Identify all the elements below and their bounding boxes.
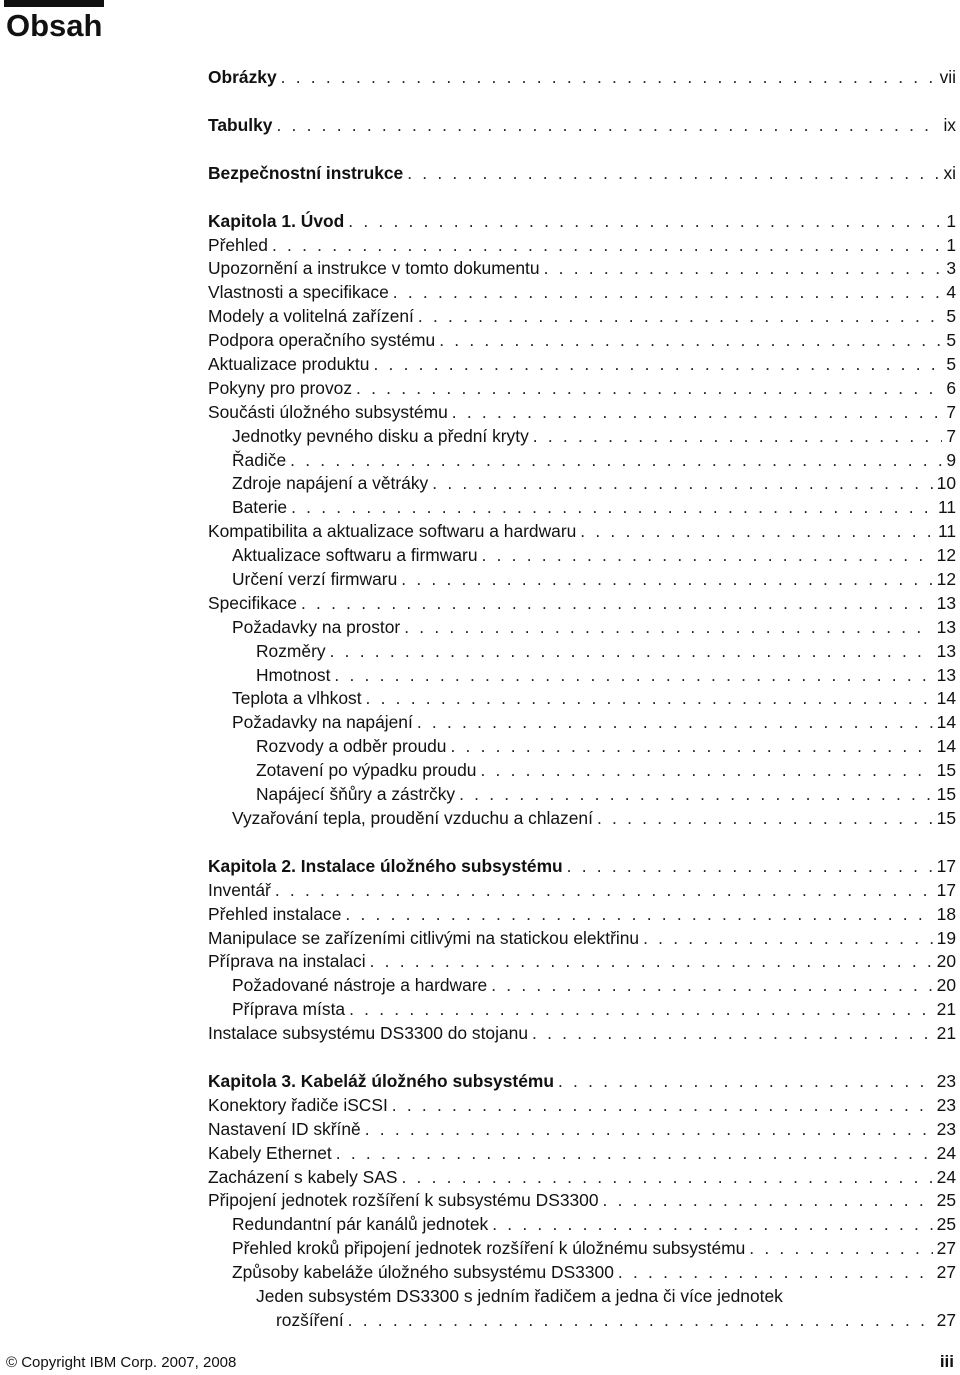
toc-leader-dots [643, 927, 933, 951]
toc-entry-label: Vlastnosti a specifikace [208, 282, 389, 303]
toc-entry[interactable] [208, 927, 956, 951]
toc-entry-page: 15 [936, 784, 956, 805]
toc-leader-dots [392, 1094, 933, 1118]
toc-entry[interactable] [208, 449, 956, 473]
toc-leader-dots [345, 903, 932, 927]
toc-leader-dots [301, 592, 933, 616]
toc-entry-label: Určení verzí firmwaru [232, 569, 398, 590]
toc-leader-dots [597, 807, 933, 831]
toc-entry-page: 20 [936, 951, 956, 972]
toc-entry[interactable] [208, 664, 956, 688]
toc-entry-label: Přehled kroků připojení jednotek rozšíření k úložnému subsystému [232, 1238, 746, 1259]
toc-leader-dots [482, 544, 933, 568]
toc-entry-label: Inventář [208, 879, 271, 900]
toc-entry-label: Požadavky na napájení [232, 712, 413, 733]
toc-entry[interactable] [208, 1094, 956, 1118]
toc-leader-dots [330, 640, 933, 664]
toc-leader-dots [580, 520, 934, 544]
toc-entry[interactable] [208, 281, 956, 305]
toc-entry-page: 23 [936, 1070, 956, 1091]
toc-entry[interactable] [208, 257, 956, 281]
toc-leader-dots [439, 329, 942, 353]
toc-entry[interactable] [208, 640, 956, 664]
toc-entry[interactable] [208, 1189, 956, 1213]
toc-entry-page: 5 [946, 330, 956, 351]
toc-entry-page: 11 [937, 521, 956, 542]
toc-entry[interactable] [208, 1142, 956, 1166]
toc-entry[interactable] [208, 520, 956, 544]
toc-leader-dots [336, 1142, 933, 1166]
toc-entry-label: Připojení jednotek rozšíření k subsystému DS3300 [208, 1190, 599, 1211]
toc-entry-page: 10 [936, 473, 956, 494]
toc-entry[interactable] [208, 353, 956, 377]
toc-leader-dots [432, 472, 932, 496]
toc-leader-dots [533, 425, 943, 449]
table-of-contents [208, 66, 956, 1333]
toc-entry-label: Zdroje napájení a větráky [232, 473, 429, 494]
toc-leader-dots [366, 687, 933, 711]
toc-entry-page: 7 [946, 401, 956, 422]
toc-entry-label: Specifikace [208, 592, 297, 613]
toc-entry-page: 3 [946, 258, 956, 279]
toc-entry[interactable] [208, 329, 956, 353]
toc-leader-dots [450, 735, 932, 759]
toc-entry-page: 14 [936, 712, 956, 733]
toc-entry-page: 11 [937, 497, 956, 518]
toc-entry-label: Redundantní pár kanálů jednotek [232, 1214, 489, 1235]
toc-leader-dots [418, 305, 942, 329]
toc-entry-label: Teplota a vlhkost [232, 688, 362, 709]
toc-entry-page: 25 [936, 1214, 956, 1235]
toc-entry[interactable] [208, 496, 956, 520]
toc-entry[interactable] [208, 162, 956, 186]
toc-entry-page: vii [939, 67, 956, 87]
toc-entry-label: rozšíření [276, 1309, 344, 1330]
toc-entry[interactable] [208, 903, 956, 927]
toc-entry[interactable] [208, 855, 956, 879]
toc-entry[interactable] [208, 472, 956, 496]
page-footer [6, 1352, 954, 1372]
toc-entry-page: 9 [946, 449, 956, 470]
toc-entry-label: Kapitola 2. Instalace úložného subsystému [208, 855, 563, 876]
toc-entry-label: Kabely Ethernet [208, 1142, 332, 1163]
toc-leader-dots [281, 66, 936, 90]
toc-entry-label: Aktualizace produktu [208, 354, 370, 375]
toc-entry-label: Přehled instalace [208, 903, 342, 924]
toc-entry-label: Kompatibilita a aktualizace softwaru a hardwaru [208, 521, 577, 542]
toc-leader-dots [417, 711, 933, 735]
toc-entry[interactable] [208, 759, 956, 783]
toc-entry-page: 15 [936, 807, 956, 828]
toc-leader-dots [459, 783, 933, 807]
toc-entry[interactable] [208, 807, 956, 831]
toc-entry-page: 13 [936, 616, 956, 637]
toc-entry-page: 17 [936, 879, 956, 900]
toc-entry-label: Způsoby kabeláže úložného subsystému DS3300 [232, 1262, 614, 1283]
toc-entry[interactable] [208, 950, 956, 974]
toc-leader-dots [365, 1118, 933, 1142]
toc-entry[interactable] [208, 234, 956, 258]
toc-leader-dots [544, 257, 943, 281]
toc-entry[interactable] [208, 1309, 956, 1333]
toc-entry-label: Tabulky [208, 114, 273, 135]
toc-entry-page: 4 [946, 282, 956, 303]
toc-leader-dots [275, 879, 933, 903]
copyright-notice: © Copyright IBM Corp. 2007, 2008 [6, 1354, 237, 1371]
toc-entry-label: Vyzařování tepla, proudění vzduchu a chlazení [232, 807, 593, 828]
toc-entry-page: xi [943, 162, 956, 183]
toc-entry-page: 5 [946, 354, 956, 375]
toc-entry-page: 13 [936, 592, 956, 613]
toc-leader-dots [480, 759, 932, 783]
toc-entry-page: 23 [936, 1118, 956, 1139]
toc-entry-page: 14 [936, 736, 956, 757]
toc-entry[interactable] [208, 1022, 956, 1046]
toc-entry[interactable] [208, 401, 956, 425]
toc-entry-label: Modely a volitelná zařízení [208, 306, 414, 327]
toc-entry-label: Jeden subsystém DS3300 s jedním řadičem a jedna či více jednotek [256, 1285, 783, 1306]
toc-leader-dots [334, 664, 932, 688]
toc-entry[interactable] [208, 1237, 956, 1261]
toc-leader-dots [291, 496, 934, 520]
toc-entry-label: Zacházení s kabely SAS [208, 1166, 398, 1187]
toc-entry[interactable] [208, 305, 956, 329]
toc-entry-label: Pokyny pro provoz [208, 377, 353, 398]
toc-entry-label: Aktualizace softwaru a firmwaru [232, 545, 478, 566]
toc-entry-page: 27 [936, 1238, 956, 1259]
toc-leader-dots [356, 377, 942, 401]
toc-entry[interactable] [208, 1118, 956, 1142]
toc-entry-label: Jednotky pevného disku a přední kryty [232, 425, 529, 446]
toc-entry-label: Součásti úložného subsystému [208, 401, 448, 422]
toc-entry-label: Požadované nástroje a hardware [232, 975, 488, 996]
toc-entry-label: Řadiče [232, 449, 287, 470]
toc-leader-dots [452, 401, 943, 425]
toc-leader-dots [492, 1213, 932, 1237]
toc-entry[interactable] [208, 974, 956, 998]
toc-entry-page: 27 [936, 1309, 956, 1330]
toc-entry-label: Rozvody a odběr proudu [256, 736, 447, 757]
toc-entry-label: Požadavky na prostor [232, 616, 401, 637]
page-number: iii [939, 1352, 954, 1371]
toc-entry-page: 27 [936, 1262, 956, 1283]
toc-entry[interactable] [208, 210, 956, 234]
toc-entry-label: Nastavení ID skříně [208, 1118, 361, 1139]
toc-entry-label: Napájecí šňůry a zástrčky [256, 784, 456, 805]
toc-entry[interactable] [208, 1166, 956, 1190]
toc-leader-dots [404, 616, 932, 640]
toc-entry-label: Instalace subsystému DS3300 do stojanu [208, 1023, 528, 1044]
toc-entry-page: 5 [946, 306, 956, 327]
toc-leader-dots [272, 234, 942, 258]
toc-entry-page: 12 [936, 569, 956, 590]
toc-leader-dots [407, 162, 939, 186]
toc-leader-dots [370, 950, 933, 974]
toc-entry-page: 7 [946, 425, 956, 446]
toc-leader-dots [290, 449, 942, 473]
toc-entry-page: 6 [946, 377, 956, 398]
toc-entry-label: Kapitola 1. Úvod [208, 210, 345, 231]
toc-leader-dots [349, 998, 933, 1022]
toc-entry-page: 1 [946, 210, 956, 231]
toc-entry[interactable] [208, 1213, 956, 1237]
page-title: Obsah [6, 8, 103, 43]
toc-entry-label: Zotavení po výpadku proudu [256, 760, 477, 781]
toc-leader-dots [491, 974, 932, 998]
toc-leader-dots [567, 855, 933, 879]
toc-entry-page: 25 [936, 1190, 956, 1211]
toc-entry-label: Baterie [232, 497, 288, 518]
toc-entry[interactable] [208, 616, 956, 640]
toc-leader-dots [618, 1261, 933, 1285]
toc-entry[interactable] [208, 425, 956, 449]
toc-entry-page: 18 [936, 903, 956, 924]
toc-entry-label: Přehled [208, 234, 268, 255]
toc-entry-label: Rozměry [256, 640, 326, 661]
toc-entry-page: 24 [936, 1142, 956, 1163]
toc-entry-page: ix [943, 114, 956, 135]
toc-entry[interactable] [208, 998, 956, 1022]
toc-entry-page: 12 [936, 545, 956, 566]
toc-entry-page: 13 [936, 664, 956, 685]
toc-entry-page: 17 [936, 855, 956, 876]
toc-entry-label: Hmotnost [256, 664, 331, 685]
toc-entry-page: 20 [936, 975, 956, 996]
toc-entry[interactable] [208, 1261, 956, 1285]
toc-entry[interactable] [208, 592, 956, 616]
toc-leader-dots [348, 1309, 933, 1333]
toc-entry[interactable] [208, 783, 956, 807]
toc-entry-page: 24 [936, 1166, 956, 1187]
toc-leader-dots [401, 1166, 932, 1190]
toc-entry-page: 21 [936, 1023, 956, 1044]
toc-entry-label: Upozornění a instrukce v tomto dokumentu [208, 258, 540, 279]
toc-entry-page: 15 [936, 760, 956, 781]
toc-entry-page: 1 [946, 234, 956, 255]
toc-leader-dots [558, 1070, 933, 1094]
heading-rule [4, 0, 104, 7]
toc-entry-page: 21 [936, 999, 956, 1020]
toc-entry[interactable] [208, 114, 956, 138]
toc-entry-page: 14 [936, 688, 956, 709]
toc-entry-label: Manipulace se zařízeními citlivými na statickou elektřinu [208, 927, 640, 948]
toc-leader-dots [373, 353, 942, 377]
toc-entry-label: Bezpečnostní instrukce [208, 162, 404, 183]
toc-leader-dots [348, 210, 942, 234]
toc-entry[interactable] [208, 568, 956, 592]
toc-leader-dots [749, 1237, 932, 1261]
toc-entry[interactable] [208, 687, 956, 711]
toc-entry-label: Kapitola 3. Kabeláž úložného subsystému [208, 1070, 554, 1091]
toc-entry-page: 13 [936, 640, 956, 661]
toc-entry[interactable] [208, 377, 956, 401]
toc-leader-dots [393, 281, 943, 305]
toc-entry[interactable] [208, 711, 956, 735]
toc-entry-page: 19 [936, 927, 956, 948]
toc-entry-label: Příprava místa [232, 999, 346, 1020]
toc-entry-label: Obrázky [208, 67, 277, 87]
toc-leader-dots [401, 568, 932, 592]
toc-entry-label: Podpora operačního systému [208, 330, 436, 351]
toc-entry[interactable] [208, 544, 956, 568]
toc-leader-dots [532, 1022, 933, 1046]
toc-entry-label: Konektory řadiče iSCSI [208, 1094, 388, 1115]
toc-entry[interactable] [208, 66, 956, 90]
toc-entry[interactable] [208, 735, 956, 759]
toc-entry[interactable] [208, 879, 956, 903]
toc-entry-page: 23 [936, 1094, 956, 1115]
toc-entry-label: Příprava na instalaci [208, 951, 366, 972]
toc-entry[interactable] [208, 1285, 956, 1309]
toc-leader-dots [276, 114, 939, 138]
toc-entry[interactable] [208, 1070, 956, 1094]
toc-leader-dots [603, 1189, 933, 1213]
